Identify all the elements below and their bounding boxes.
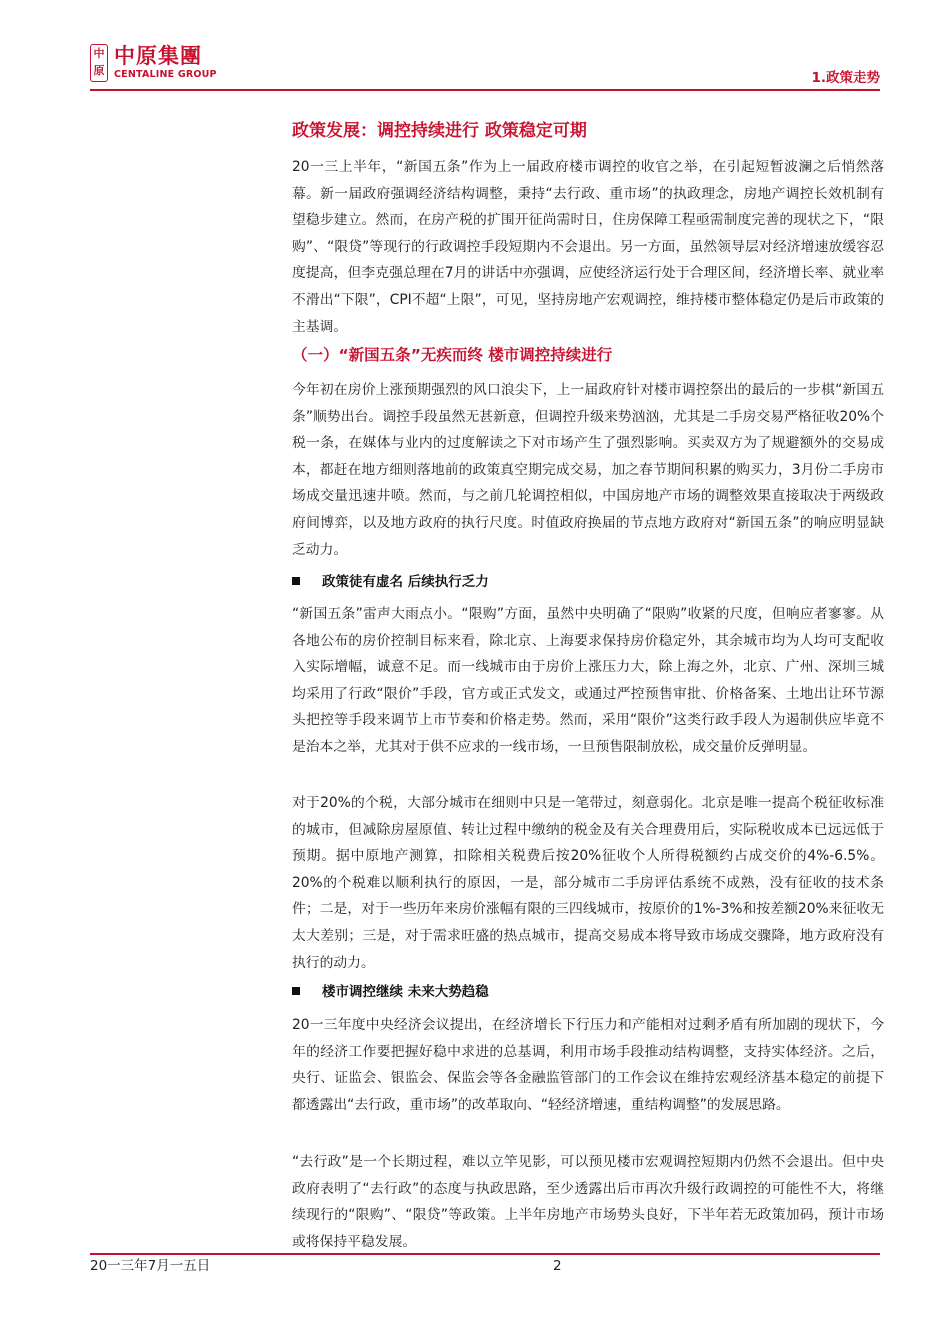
paragraph-6: “去行政”是一个长期过程，难以立竿见影，可以预见楼市宏观调控短期内仍然不会退出。但中央政府表明了“去行政”的态度与执政思路，至少透露出后市再次升级行政调控的可能性不大，将继续现行的“限购”、“限贷”等政策。上半年房地产市场势头良好，下半年若无政策加码，预计市场或将保持平稳发展。 <box>292 1154 884 1250</box>
bullet-heading-1-text: 政策徒有虚名 后续执行乏力 <box>322 574 489 590</box>
header-divider <box>90 89 880 91</box>
page-title: 政策发展：调控持续进行 政策稳定可期 <box>292 121 587 141</box>
paragraph-intro: 20一三上半年，“新国五条”作为上一届政府楼市调控的收官之举，在引起短暂波澜之后悄然落幕。新一届政府强调经济结构调整，秉持“去行政、重市场”的执政理念，房地产调控长效机制有望稳步建立。然而，在房产税的扩围开征尚需时日，住房保障工程亟需制度完善的现状之下，“限购”、“限贷”等现行的行政调控手段短期内不会退出。另一方面，虽然领导层对经济增速放缓容忍度提高，但李克强总理在7月的讲话中亦强调，应使经济运行处于合理区间，经济增长率、就业率不滑出“下限”，CPI不超“上限”，可见，坚持房地产宏观调控，维持楼市整体稳定仍是后市政策的主基调。 <box>292 159 884 335</box>
paragraph-3: “新国五条”雷声大雨点小。“限购”方面，虽然中央明确了“限购”收紧的尺度，但响应者寥寥。从各地公布的房价控制目标来看，除北京、上海要求保持房价稳定外，其余城市均为人均可支配收入实际增幅，诚意不足。而一线城市由于房价上涨压力大，除上海之外，北京、广州、深圳三城均采用了行政“限价”手段，官方或正式发文，或通过严控预售审批、价格备案、土地出让环节源头把控等手段来调节上市节奏和价格走势。然而，采用“限价”这类行政手段人为遏制供应毕竟不是治本之举，尤其对于供不应求的一线市场，一旦预售限制放松，成交量价反弹明显。 <box>292 606 884 755</box>
page-number: 2 <box>553 1258 562 1274</box>
paragraph-4: 对于20%的个税，大部分城市在细则中只是一笔带过，刻意弱化。北京是唯一提高个税征收标准的城市，但减除房屋原值、转让过程中缴纳的税金及有关合理费用后，实际税收成本已远远低于预期。据中原地产测算，扣除相关税费后按20%征收个人所得税额约占成交价的4%-6.5%。20%的个税难以顺利执行的原因，一是，部分城市二手房评估系统不成熟，没有征收的技术条件；二是，对于一些历年来房价涨幅有限的三四线城市，按原价的1%-3%和按差额20%来征收无太大差别；三是，对于需求旺盛的热点城市，提高交易成本将导致市场成交骤降，地方政府没有执行的动力。 <box>292 795 884 971</box>
header-section-label: 1.政策走势 <box>811 70 880 86</box>
centaline-logo <box>90 44 230 84</box>
logo-mark-icon: 中原 <box>90 44 108 82</box>
bullet-square-icon <box>292 577 300 585</box>
logo-english-name: CENTALINE GROUP <box>114 69 217 80</box>
footer-divider <box>90 1253 880 1255</box>
footer-date: 20一三年7月一五日 <box>90 1258 211 1274</box>
bullet-square-icon <box>292 987 300 995</box>
section-heading-1: （一）“新国五条”无疾而终 楼市调控持续进行 <box>292 346 613 364</box>
bullet-heading-1 <box>292 572 489 592</box>
paragraph-5: 20一三年度中央经济会议提出，在经济增长下行压力和产能相对过剩矛盾有所加剧的现状下，今年的经济工作要把握好稳中求进的总基调，利用市场手段推动结构调整，支持实体经济。之后，央行、证监会、银监会、保监会等各金融监管部门的工作会议在维持宏观经济基本稳定的前提下都透露出“去行政，重市场”的改革取向、“轻经济增速，重结构调整”的发展思路。 <box>292 1017 884 1113</box>
bullet-heading-2 <box>292 982 489 1002</box>
paragraph-2: 今年初在房价上涨预期强烈的风口浪尖下，上一届政府针对楼市调控祭出的最后的一步棋“新国五条”顺势出台。调控手段虽然无甚新意，但调控升级来势汹汹，尤其是二手房交易严格征收20%个税一条，在媒体与业内的过度解读之下对市场产生了强烈影响。买卖双方为了规避额外的交易成本，都赶在地方细则落地前的政策真空期完成交易，加之春节期间积累的购买力，3月份二手房市场成交量迅速井喷。然而，与之前几轮调控相似，中国房地产市场的调整效果直接取决于两级政府间博弈，以及地方政府的执行尺度。时值政府换届的节点地方政府对“新国五条”的响应明显缺乏动力。 <box>292 382 884 558</box>
logo-chinese-name: 中原集團 <box>114 44 202 68</box>
bullet-heading-2-text: 楼市调控继续 未来大势趋稳 <box>322 984 489 1000</box>
